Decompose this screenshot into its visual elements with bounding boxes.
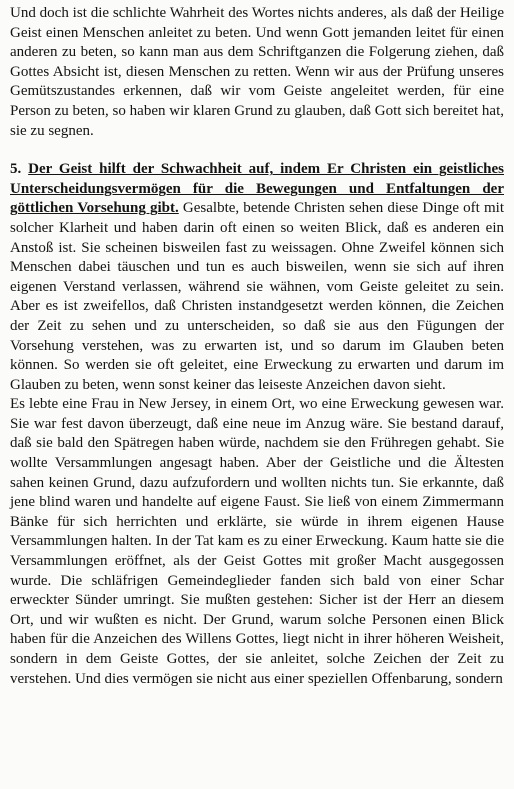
paragraph-3: Es lebte eine Frau in New Jersey, in einem Ort, wo eine Erweckung gewesen war. Sie war fest davon überzeugt, daß eine neue im Anzug wäre. Sie bestand darauf, daß sie bald den Spätregen haben würde, nachdem sie den Frühregen gehabt. Sie wollte Versammlungen angesagt haben. Aber der Geistliche und die Ältesten sahen keinen Grund, dazu aufzufordern und wollten nichts tun. Sie erkannte, daß jene blind waren und handelte auf eigene Faust. Sie ließ von einem Zimmermann Bänke für sich herrichten und erklärte, sie würde in ihrem eigenen Hause Versammlungen halten. In der Tat kam es zu einer Erweckung. Kaum hatte sie die Versammlungen eröffnet, als der Geist Gottes mit großer Macht ausgegossen wurde. Die schläfrigen Gemeindeglieder fanden sich bald von einer Schar erweckter Sünder umringt. Sie mußten gestehen: Sicher ist der Herr an diesem Ort, und wir wußten es nicht. Der Grund, warum solche Personen einen Blick haben für die Anzeichen des Willens Gottes, liegt nicht in ihrer höheren Weisheit, sondern in dem Geiste Gottes, der sie anleitet, solche Zeichen der Zeit zu verstehen. Und dies vermögen sie nicht aus einer speziellen Offenbarung, sondern <box>10 396 504 687</box>
paragraph-1: Und doch ist die schlichte Wahrheit des Wortes nichts anderes, als daß der Heilige Geist einen Menschen anleitet zu beten. Und wenn Gott jemanden leitet für einen anderen zu beten, so kann man aus dem Schriftganzen die Folgerung ziehen, daß Gottes Absicht ist, diesen Menschen zu retten. Wenn wir aus der Prüfung unseres Gemütszustandes erkennen, daß wir vom Geiste angeleitet werden, für eine Person zu beten, so haben wir klaren Grund zu glauben, daß Gott sich bereitet hat, sie zu segnen. <box>10 5 504 139</box>
paragraph-2-text: Gesalbte, betende Christen sehen diese Dinge oft mit solcher Klarheit und haben darin oft einen so weiten Blick, daß es anderen ein Anstoß ist. Sie scheinen bisweilen fast zu weissagen. Ohne Zweifel können sich Menschen dabei täuschen und tun es auch bisweilen, wenn sie sich auf ihren eigenen Verstand verlassen, während sie wähnen, vom Geiste geleitet zu sein. Aber es ist zweifellos, daß Christen instandgesetzt werden können, die Zeichen der Zeit zu sehen und zu unterscheiden, so daß sie aus den Fügungen der Vorsehung verstehen, was zu erwarten ist, und so darum im Glauben beten können. So werden sie oft geleitet, eine Erweckung zu erwarten und darum im Glauben zu beten, wenn sonst keiner das leiseste Anzeichen davon sieht. <box>10 200 504 393</box>
section-number: 5. <box>10 161 22 178</box>
paragraph-2 <box>10 160 504 395</box>
section-heading: Der Geist hilft der Schwachheit auf, indem Er Christen ein geistliches Unterscheidungsvermögen für die Bewegungen und Entfaltungen der göttlichen Vorsehung gibt. <box>10 161 504 217</box>
